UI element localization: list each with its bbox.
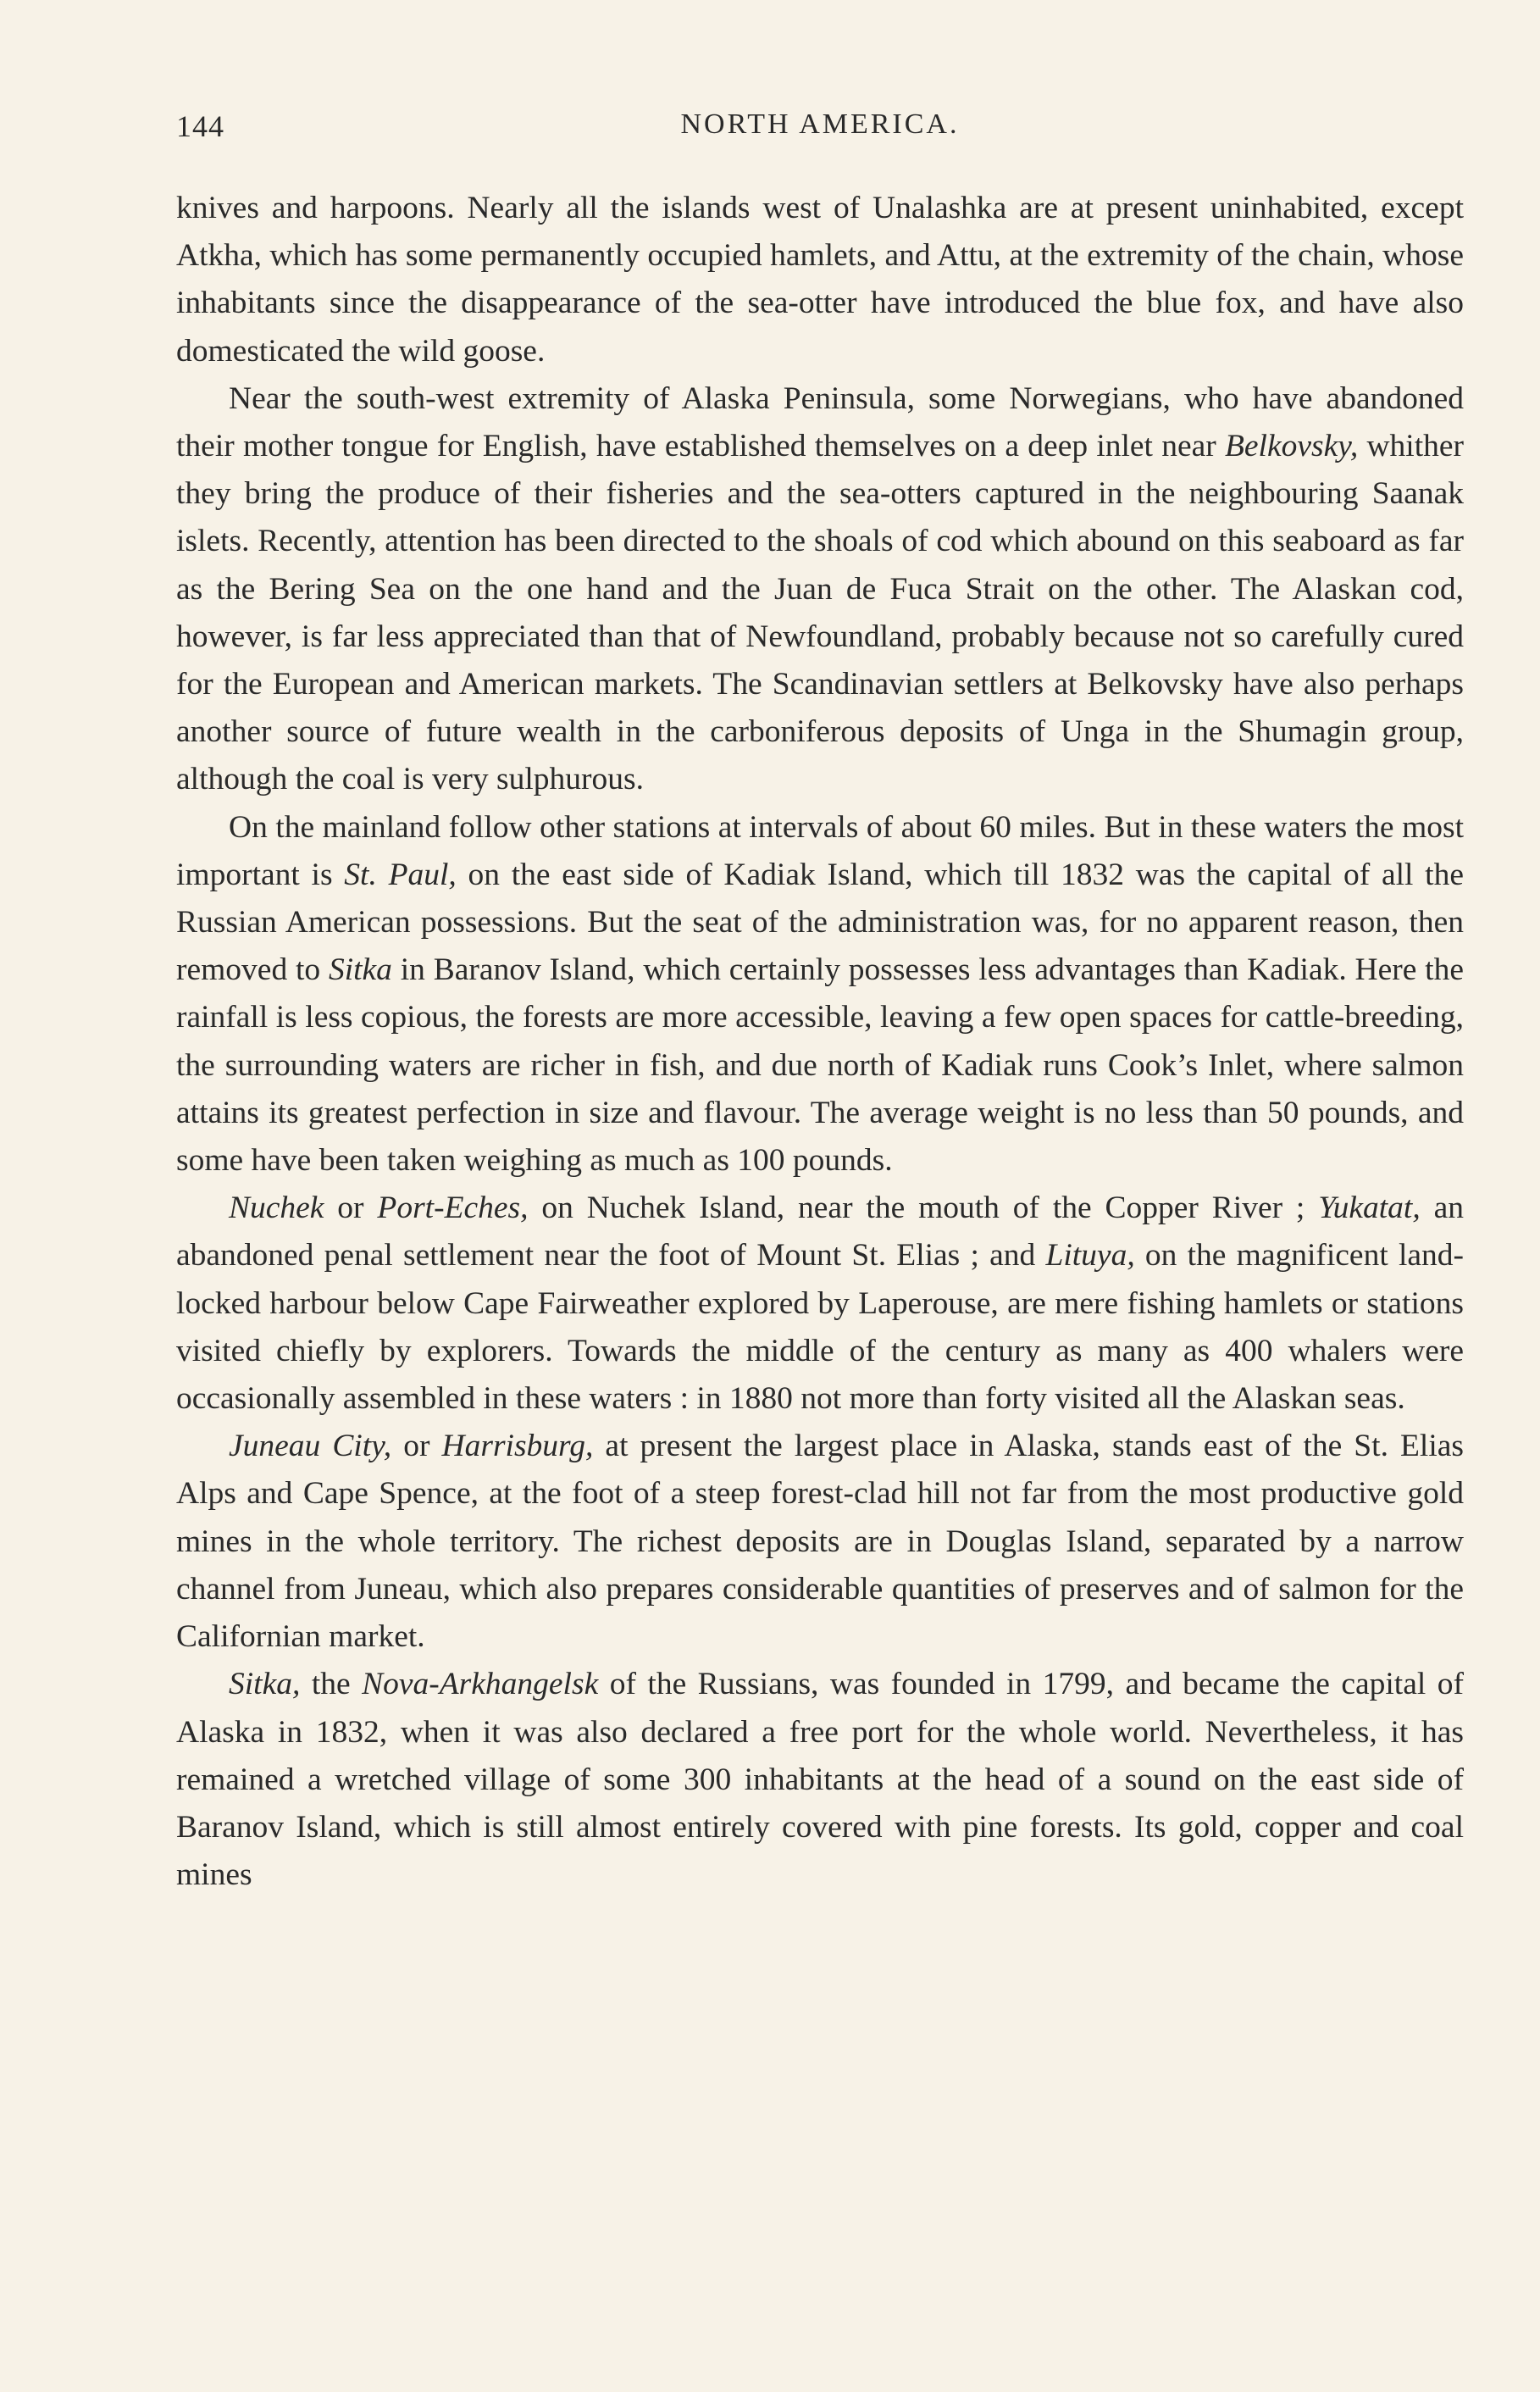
place-name: Yukatat, <box>1318 1190 1421 1226</box>
running-head <box>176 108 1464 159</box>
paragraph-1 <box>176 185 1464 375</box>
place-name: St. Paul, <box>344 857 457 892</box>
paragraph-text: of the Russians, was founded in 1799, and became the capital of Alaska in 1832, when it was also declared a free port for the whole world. Nevertheless, it has remained a wretched village of some 300 inhabitants at the head of a sound on the east side of Baranov Island, which is still almost entirely covered with pine forests. Its gold, copper and coal mines <box>176 1667 1464 1893</box>
paragraph-text: an abandoned penal settlement near the foot of Mount St. Elias ; and <box>176 1190 1464 1274</box>
place-name: Sitka, <box>229 1667 301 1702</box>
paragraph-text: at present the largest place in Alaska, stands east of the St. Elias Alps and Cape Spence, at the foot of a steep forest-clad hill not far from the most productive gold mines in the whole territory. The richest deposits are in Douglas Island, separated by a narrow channel from Juneau, which also prepares considerable quantities of preserves and of salmon for the Californian market. <box>176 1429 1464 1655</box>
paragraph-text: or <box>391 1429 442 1464</box>
paragraph-text: in Baranov Island, which certainly possesses less advantages than Kadiak. Here the rainfall is less copious, the forests are more accessible, leaving a few open spaces for cattle-breeding, the surrounding waters are richer in fish, and due north of Kadiak runs Cook’s Inlet, where salmon attains its greatest perfection in size and flavour. The average weight is no less than 50 pounds, and some have been taken weighing as much as 100 pounds. <box>176 952 1464 1179</box>
place-name: Nuchek <box>229 1190 324 1226</box>
running-title: NORTH AMERICA. <box>680 108 960 140</box>
paragraph-3 <box>176 804 1464 1185</box>
paragraph-5 <box>176 1423 1464 1661</box>
paragraph-text: whither they bring the produce of their fisheries and the sea-otters captured in the neighbouring Saanak islets. Recently, attention has been directed to the shoals of cod which abound on this seaboard as far as the Bering Sea on the one hand and the Juan de Fuca Strait on the other. The Alaskan cod, however, is far less appreciated than that of Newfoundland, probably because not so carefully cured for the European and American markets. The Scandinavian settlers at Belkovsky have also perhaps another source of future wealth in the carboniferous deposits of Unga in the Shumagin group, although the coal is very sulphurous. <box>176 429 1464 797</box>
place-name: Juneau City, <box>229 1429 392 1464</box>
paragraph-2 <box>176 375 1464 804</box>
place-name: Nova-Arkhangelsk <box>362 1667 599 1702</box>
paragraph-text: On the mainland follow other stations at intervals of about 60 miles. But in these waters the most important is <box>176 809 1464 892</box>
paragraph-text: Near the south-west extremity of Alaska Peninsula, some Norwegians, who have abandoned their mother tongue for English, have established themselves on a deep inlet near <box>176 380 1464 464</box>
page-number: 144 <box>176 109 224 143</box>
paragraph-6 <box>176 1661 1464 1899</box>
paragraph-text: on the magnificent land-locked harbour below Cape Fairweather explored by Laperouse, are mere fishing hamlets or stations visited chiefly by explorers. Towards the middle of the century as many as 400 whalers were occasionally assembled in these waters : in 1880 not more than forty visited all the Alaskan seas. <box>176 1238 1465 1417</box>
paragraph-text: knives and harpoons. Nearly all the islands west of Unalashka are at present uninhabited, except Atkha, which has some permanently occupied hamlets, and Attu, at the extremity of the chain, whose inhabitants since the disappearance of the sea-otter have introduced the blue fox, and have also domesticated the wild goose. <box>176 191 1464 369</box>
paragraph-text: or <box>324 1190 378 1226</box>
place-name: Sitka <box>328 952 392 988</box>
place-name: Lituya, <box>1045 1238 1135 1274</box>
paragraph-text: on the east side of Kadiak Island, which till 1832 was the capital of all the Russian American possessions. But the seat of the administration was, for no apparent reason, then removed to <box>176 857 1464 988</box>
place-name: Belkovsky, <box>1225 429 1359 464</box>
paragraph-text: the <box>300 1667 363 1702</box>
body-text <box>176 185 1464 1899</box>
place-name: Port-Eches, <box>377 1190 529 1226</box>
paragraph-4 <box>176 1185 1464 1423</box>
place-name: Harrisburg, <box>441 1429 594 1464</box>
paragraph-text: on Nuchek Island, near the mouth of the Copper River ; <box>528 1190 1319 1226</box>
